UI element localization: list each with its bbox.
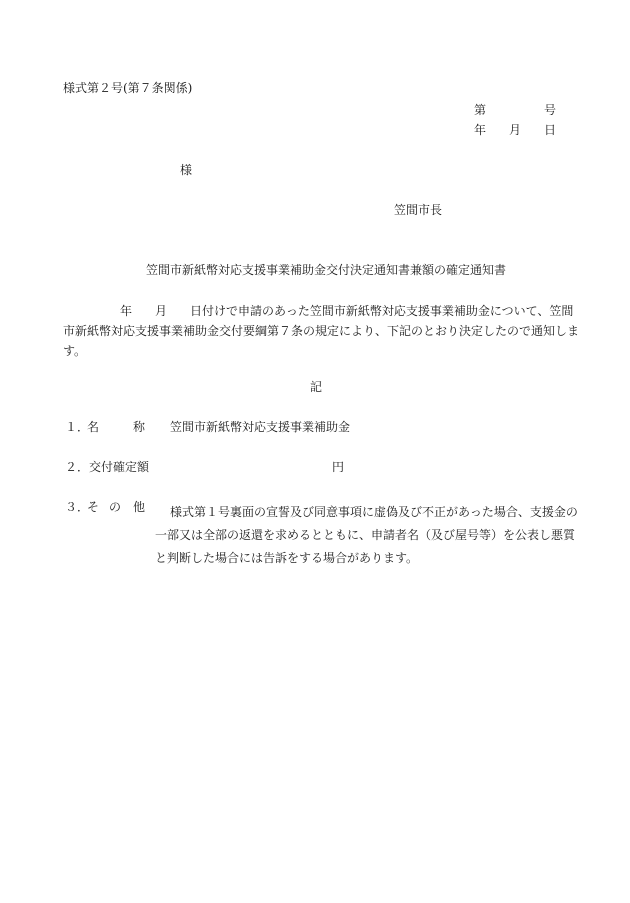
item-3-label-part-b: の	[109, 500, 122, 514]
document-number-prefix: 第	[474, 103, 487, 117]
body-line-3: す。	[63, 344, 87, 358]
item-1-value: 笠間市新紙幣対応支援事業補助金	[170, 420, 351, 434]
item-2-number-text: ２．	[65, 460, 90, 474]
item-3-line-1: 様式第１号裏面の宣誓及び同意事項に虚偽及び不正があった場合、支援金の	[170, 505, 578, 519]
item-2-label: 交付確定額	[89, 460, 150, 474]
item-3-line-3: と判断した場合には告訴をする場合があります。	[155, 551, 419, 565]
item-1-label-part-b: 称	[133, 420, 146, 434]
item-3-line-2: 一部又は全部の返還を求めるとともに、申請者名（及び屋号等）を公表し悪質	[155, 528, 576, 542]
document-number-suffix: 号	[544, 103, 557, 117]
item-3-number: ３．	[65, 500, 90, 514]
item-3-label-part-a: そ	[87, 500, 100, 514]
date-month-label: 月	[509, 123, 522, 137]
date-year-label: 年	[474, 123, 487, 137]
date-day-label: 日	[544, 123, 557, 137]
item-3-label-part-c: 他	[133, 500, 146, 514]
item-3-text	[155, 501, 581, 570]
addressee-honorific: 様	[180, 163, 193, 177]
item-1-number: １．	[65, 420, 90, 434]
item-1-label-part-a: 名	[87, 420, 100, 434]
body-line-1	[63, 301, 581, 321]
body-line-2: 市新紙幣対応支援事業補助金交付要綱第７条の規定により、下記のとおり決定したので通知しま	[63, 324, 580, 338]
body-month-label: 月	[155, 304, 168, 318]
item-2-number	[65, 461, 149, 473]
ki-heading: 記	[310, 380, 323, 394]
item-2-unit: 円	[332, 460, 345, 474]
body-paragraph	[63, 301, 581, 361]
body-line-1-text: 日付けで申請のあった笠間市新紙幣対応支援事業補助金について、笠間	[190, 304, 574, 318]
document-title: 笠間市新紙幣対応支援事業補助金交付決定通知書兼額の確定通知書	[146, 263, 507, 277]
form-number: 様式第２号(第７条関係)	[63, 81, 193, 95]
body-year-label: 年	[120, 304, 133, 318]
sender-name: 笠間市長	[394, 203, 443, 217]
